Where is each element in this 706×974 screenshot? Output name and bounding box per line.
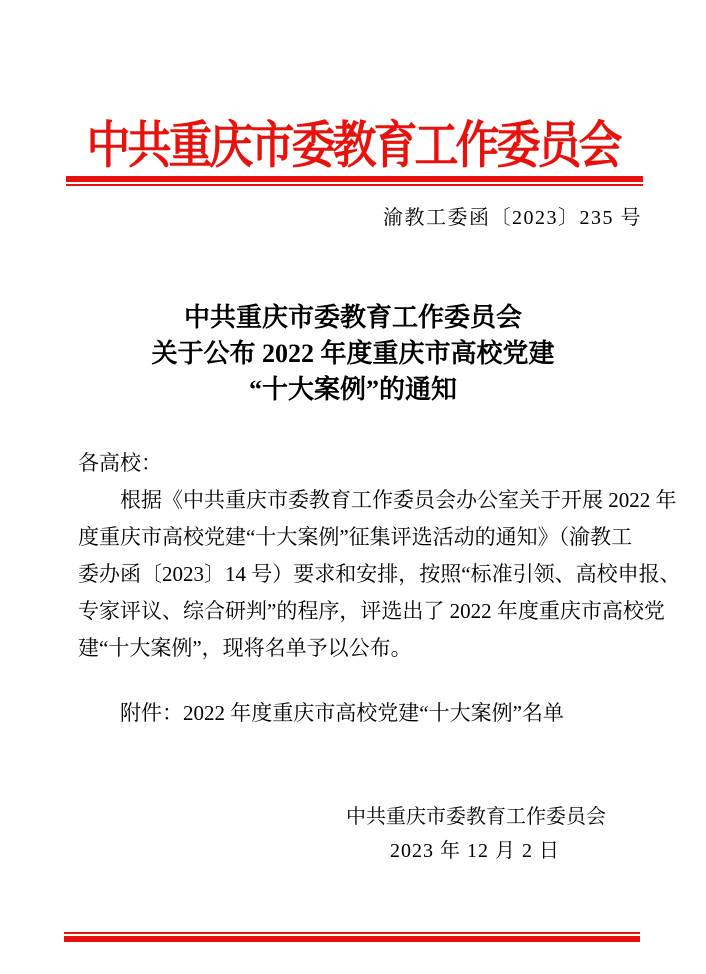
body-line: 专家评议、综合研判”的程序，评选出了 2022 年度重庆市高校党 [78,599,665,623]
body-paragraph [78,482,681,667]
footer-rule-thick-line [64,936,640,942]
document-title-line-3: “十大案例”的通知 [248,375,457,404]
header-rule [66,176,643,186]
issue-date: 2023 年 12 月 2 日 [390,840,560,862]
letterhead-org-name: 中共重庆市委教育工作委员会 [86,117,620,175]
attachment-line: 附件：2022 年度重庆市高校党建“十大案例”名单 [120,701,564,725]
body-line: 根据《中共重庆市委教育工作委员会办公室关于开展 2022 年 [120,488,677,512]
footer-rule [64,932,640,942]
issuing-authority-signature: 中共重庆市委教育工作委员会 [346,806,606,828]
body-line: 委办函〔2023〕14 号）要求和安排，按照“标准引领、高校申报、 [78,562,681,586]
document-title-line-2: 关于公布 2022 年度重庆市高校党建 [151,339,555,368]
body-line: 度重庆市高校党建“十大案例”征集评选活动的通知》（渝教工 [78,525,633,549]
salutation: 各高校： [78,451,162,475]
sign-off-block [346,804,604,864]
document-title-line-1: 中共重庆市委教育工作委员会 [183,303,522,332]
document-reference-number: 渝教工委函〔2023〕235 号 [383,207,642,229]
document-title [0,300,706,408]
body-line: 建“十大案例”，现将名单予以公布。 [78,636,412,660]
header-rule-thin-line [66,184,643,186]
